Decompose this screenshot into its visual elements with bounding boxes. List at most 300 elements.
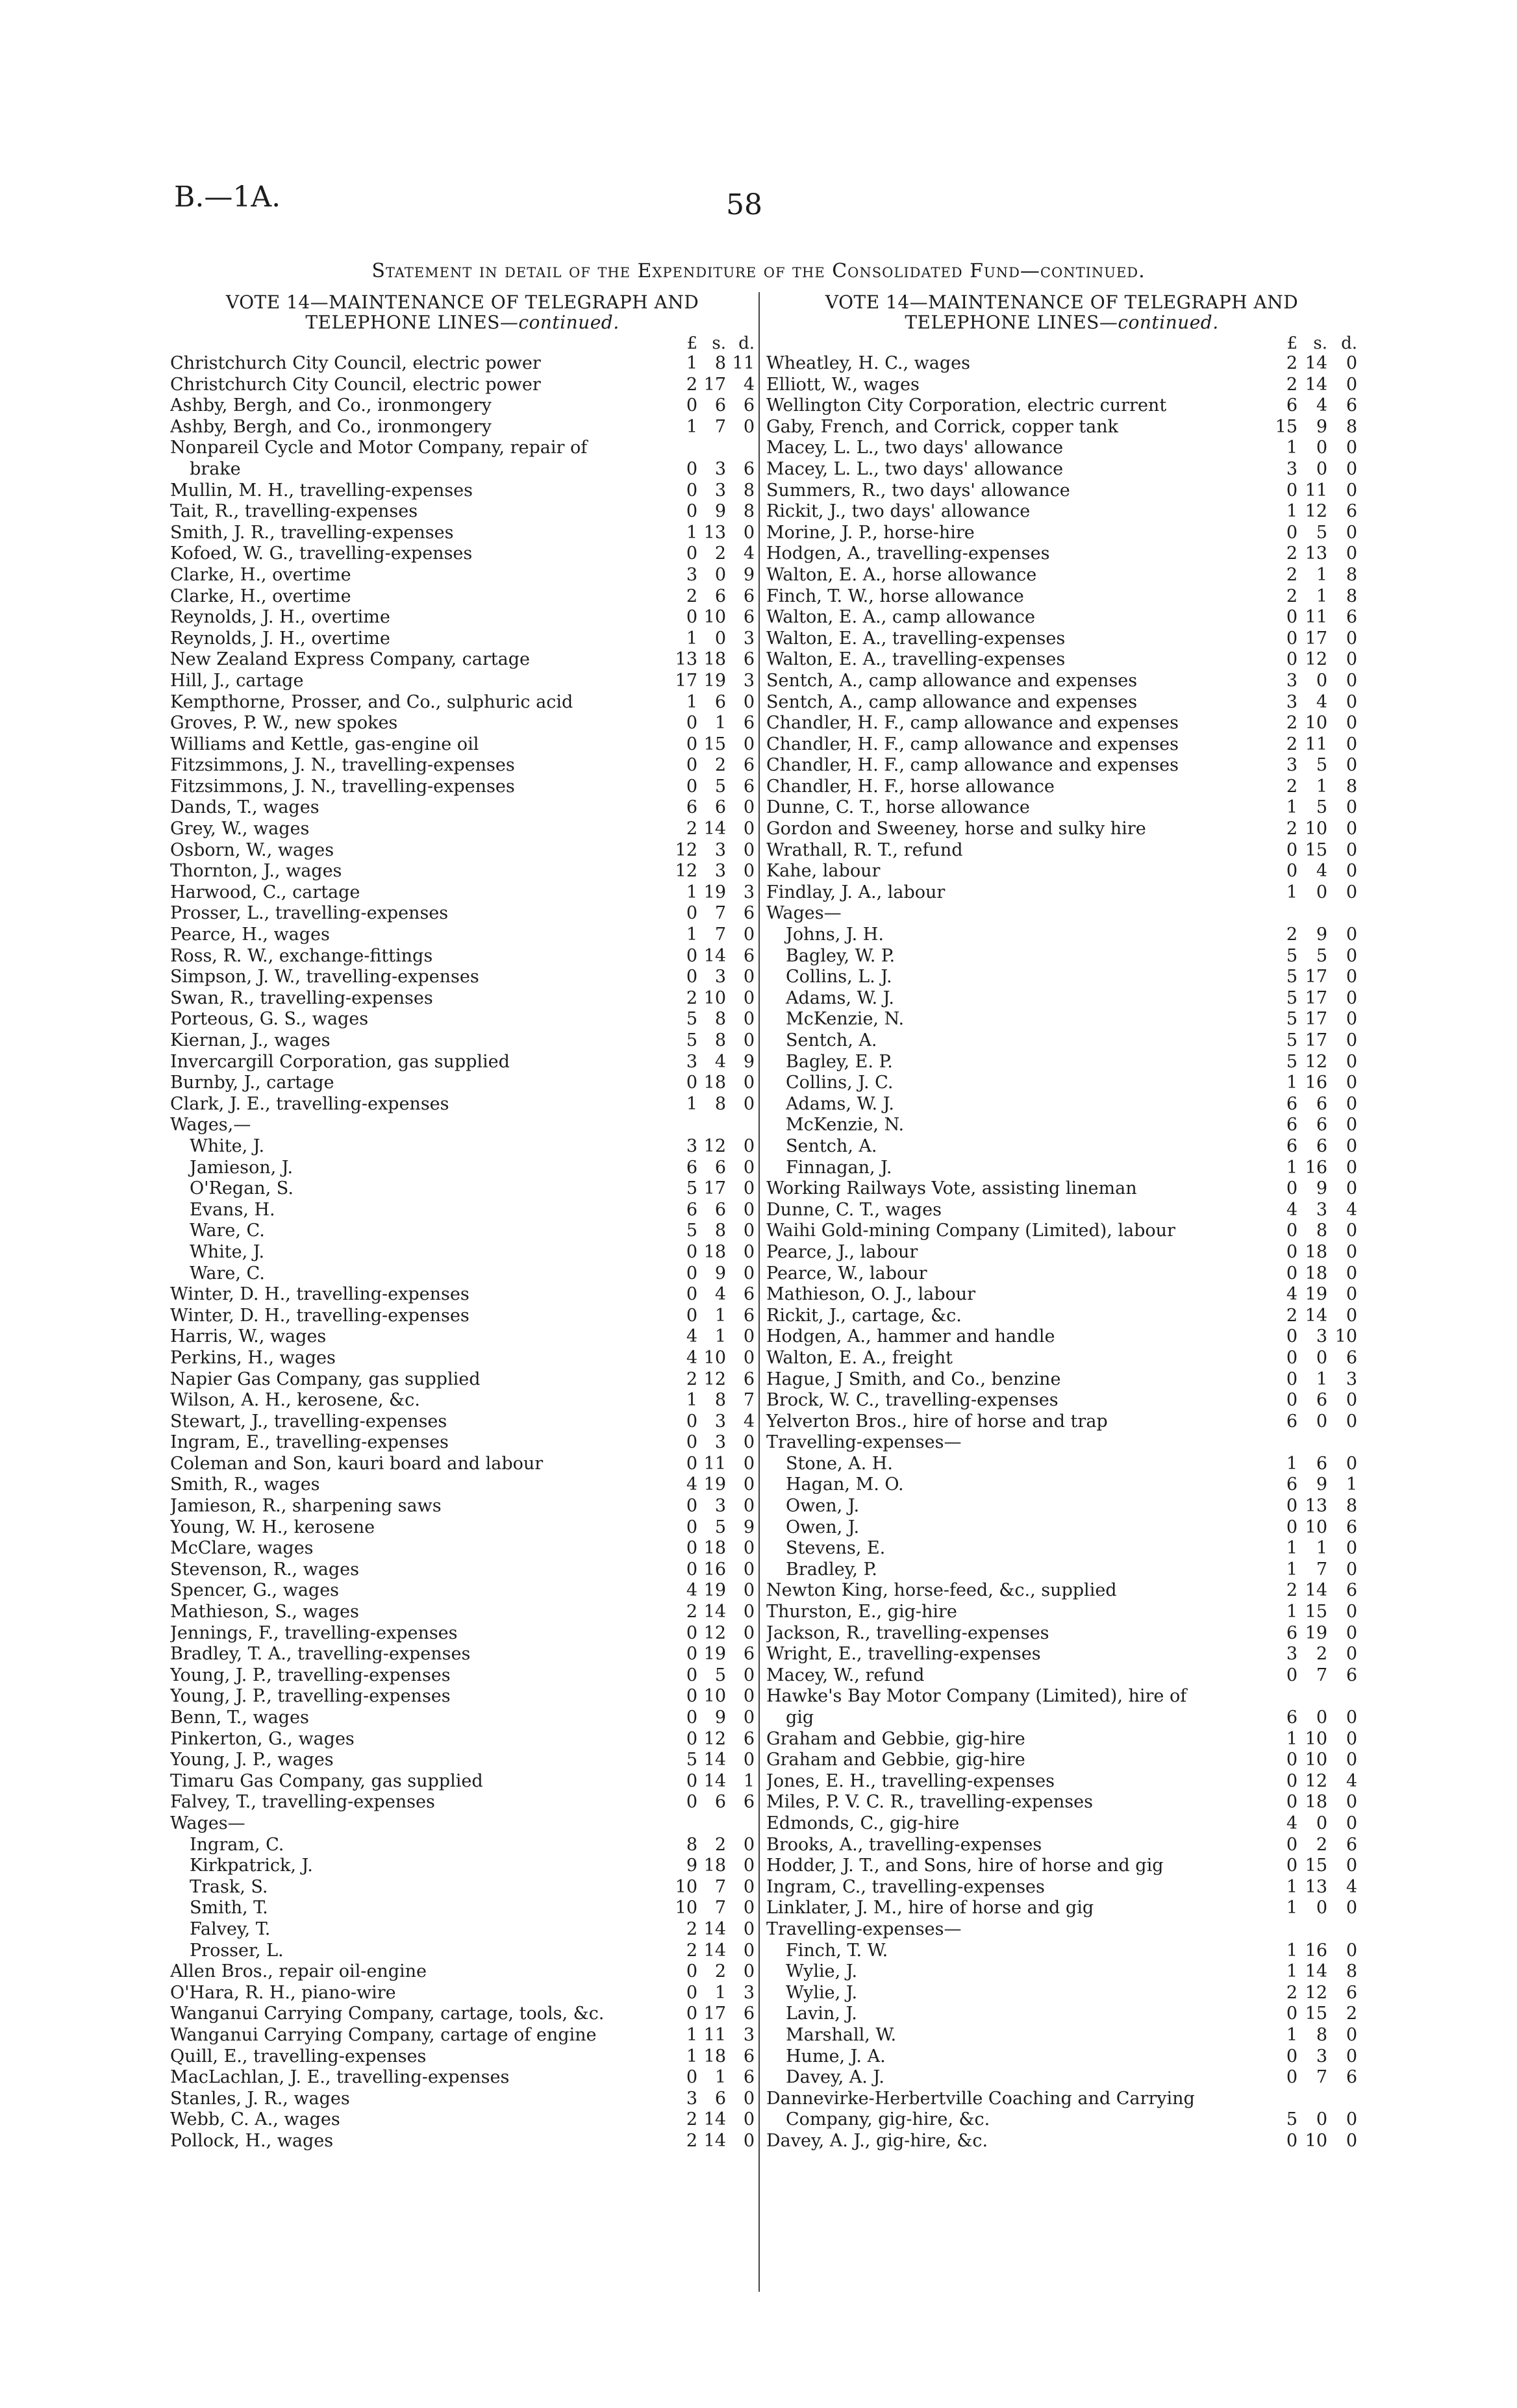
amount-pounds: 6 [686, 797, 697, 818]
amount [669, 1496, 755, 1517]
amount-pence: 6 [743, 1644, 755, 1665]
amount [1261, 2067, 1357, 2089]
amount-pence: 0 [1346, 1305, 1357, 1326]
amount-pence: 0 [1346, 1284, 1357, 1305]
amount-pence: 9 [743, 1051, 755, 1072]
payee-description: Bradley, P. [786, 1559, 877, 1580]
payee-description: Dannevirke-Herbertville Coaching and Carrying [766, 2088, 1195, 2109]
amount-shillings: 3 [714, 1496, 726, 1517]
payee-description: Dands, T., wages [170, 797, 320, 818]
expenditure-row [766, 988, 1357, 1010]
payee-description: Waihi Gold-mining Company (Limited), labour [766, 1221, 1175, 1241]
amount [1261, 586, 1357, 608]
expenditure-row [170, 2004, 755, 2025]
amount [669, 2025, 755, 2046]
amount [1261, 1961, 1357, 1983]
expenditure-row [170, 2131, 755, 2152]
amount-pounds: 0 [686, 607, 697, 628]
amount-shillings: 12 [1305, 1051, 1327, 1072]
amount [669, 713, 755, 734]
amount [1261, 1792, 1357, 1813]
payee-description: Williams and Kettle, gas-engine oil [170, 734, 479, 754]
amount-pounds: 2 [686, 1918, 697, 1939]
payee-description: Ross, R. W., exchange-fittings [170, 945, 433, 966]
expenditure-row [766, 395, 1357, 417]
payee-description: Graham and Gebbie, gig-hire [766, 1728, 1025, 1749]
amount-pounds: 2 [686, 987, 697, 1008]
amount [1261, 1263, 1357, 1285]
payee-description: Rickit, J., two days' allowance [766, 501, 1031, 522]
expenditure-row [170, 2089, 755, 2110]
amount-pence: 6 [743, 1305, 755, 1326]
payee-description: Wanganui Carrying Company, cartage of engine [170, 2024, 597, 2045]
amount-pence: 0 [1346, 839, 1357, 860]
amount [669, 1729, 755, 1750]
expenditure-row [766, 1284, 1357, 1306]
payee-description: Yelverton Bros., hire of horse and trap [766, 1411, 1108, 1432]
expenditure-row [766, 1961, 1357, 1983]
amount-pounds: 0 [1286, 861, 1298, 882]
amount-shillings: 5 [714, 1665, 726, 1685]
amount-shillings: 14 [1305, 1580, 1327, 1601]
amount-pounds: 0 [1286, 607, 1298, 628]
amount [669, 649, 755, 671]
amount-pounds: 2 [1286, 353, 1298, 373]
amount-pence: 0 [743, 1707, 755, 1728]
amount-pence: 3 [743, 2024, 755, 2045]
amount-shillings: 18 [703, 1241, 726, 1262]
amount-pounds: 1 [1286, 1898, 1298, 1918]
amount [1261, 1454, 1357, 1475]
payee-description: Wanganui Carrying Company, cartage, tools, &c. [170, 2004, 605, 2024]
expenditure-row [170, 1306, 755, 1327]
amount-pence: 0 [1346, 1813, 1357, 1833]
amount-pounds: 4 [686, 1347, 697, 1368]
amount-pence: 6 [743, 2046, 755, 2067]
amount-pounds: 6 [1286, 1411, 1298, 1432]
amount-shillings: 16 [703, 1559, 726, 1580]
amount-pence: 0 [743, 1199, 755, 1220]
amount-shillings: 13 [1305, 543, 1327, 564]
amount-pence: 0 [1346, 1263, 1357, 1284]
amount-pounds: 2 [686, 2130, 697, 2151]
amount-shillings: 7 [714, 903, 726, 924]
amount [1261, 1835, 1357, 1856]
amount [1261, 628, 1357, 650]
expenditure-row [170, 1178, 755, 1200]
amount-shillings: 18 [1305, 1263, 1327, 1284]
payee-description: White, J. [190, 1241, 265, 1262]
amount-pence: 0 [1346, 649, 1357, 670]
payee-description: Findlay, J. A., labour [766, 882, 946, 902]
expenditure-row [170, 692, 755, 714]
payee-description: Wages— [766, 903, 842, 924]
expenditure-row [766, 628, 1357, 650]
amount-pounds: 0 [1286, 2004, 1298, 2024]
expenditure-row [170, 1750, 755, 1771]
payee-description: Osborn, W., wages [170, 839, 334, 860]
payee-description: Mathieson, O. J., labour [766, 1284, 976, 1305]
amount-pence: 0 [1346, 882, 1357, 902]
amount [1261, 1538, 1357, 1559]
amount-pounds: 3 [1286, 670, 1298, 691]
amount [669, 417, 755, 438]
expenditure-row [170, 1559, 755, 1581]
amount-shillings: 2 [714, 1961, 726, 1982]
payee-description: Chandler, H. F., horse allowance [766, 776, 1055, 797]
amount-pounds: 1 [686, 925, 697, 945]
amount-shillings: 12 [1305, 1770, 1327, 1791]
amount-shillings: 10 [1305, 2130, 1327, 2151]
amount-shillings: 10 [1305, 1517, 1327, 1537]
amount-pounds: 0 [686, 1707, 697, 1728]
amount [669, 1559, 755, 1581]
amount-pounds: 0 [686, 713, 697, 734]
vote-heading-line1: VOTE 14—MAINTENANCE OF TELEGRAPH AND [225, 292, 699, 313]
payee-description: Wrathall, R. T., refund [766, 839, 963, 860]
amount-pounds: 1 [686, 1093, 697, 1114]
amount-pence: 6 [743, 1728, 755, 1749]
amount-shillings: 12 [1305, 501, 1327, 522]
amount [1261, 2046, 1357, 2068]
amount-pence: 6 [743, 1284, 755, 1305]
expenditure-row [170, 1030, 755, 1052]
amount [1261, 1644, 1357, 1665]
amount [669, 628, 755, 650]
amount-pence: 6 [1346, 1665, 1357, 1685]
amount [1261, 946, 1357, 967]
vote-heading [766, 292, 1357, 332]
amount-shillings: 6 [1316, 1115, 1327, 1136]
amount-pounds: 2 [1286, 374, 1298, 395]
amount [669, 755, 755, 776]
amount-pence: 8 [1346, 1961, 1357, 1982]
payee-description: Marshall, W. [786, 2024, 897, 2045]
expenditure-row [170, 1580, 755, 1602]
amount-pence: 0 [1346, 734, 1357, 754]
payee-description: Brock, W. C., travelling-expenses [766, 1390, 1059, 1411]
payee-description: Walton, E. A., camp allowance [766, 607, 1035, 628]
amount-pounds: 0 [686, 945, 697, 966]
amount-shillings: 17 [703, 1178, 726, 1199]
expenditure-row [766, 2025, 1357, 2046]
amount-pounds: 5 [1286, 1009, 1298, 1030]
amount [669, 1665, 755, 1687]
amount-pence: 6 [1346, 607, 1357, 628]
payee-description: Linklater, J. M., hire of horse and gig [766, 1898, 1094, 1918]
amount-shillings: 9 [714, 1707, 726, 1728]
amount-shillings: 1 [1316, 1369, 1327, 1389]
amount-pounds: 4 [1286, 1284, 1298, 1305]
amount-shillings: 17 [1305, 1030, 1327, 1050]
payee-description: Simpson, J. W., travelling-expenses [170, 967, 479, 987]
payee-description: Stanles, J. R., wages [170, 2088, 350, 2109]
expenditure-row [170, 713, 755, 734]
expenditure-row [170, 1158, 755, 1179]
expenditure-row [170, 1454, 755, 1475]
expenditure-row [170, 1602, 755, 1623]
amount [669, 1306, 755, 1327]
expenditure-row [766, 1644, 1357, 1665]
expenditure-row [170, 988, 755, 1010]
amount [669, 1771, 755, 1793]
amount-pounds: 1 [1286, 1453, 1298, 1474]
amount-pounds: 1 [1286, 1961, 1298, 1982]
amount-pence: 0 [1346, 438, 1357, 458]
amount-shillings: 17 [1305, 987, 1327, 1008]
amount-pounds: 3 [1286, 755, 1298, 776]
amount-pence: 0 [743, 1432, 755, 1453]
amount-pounds: 0 [686, 1686, 697, 1707]
expenditure-row [170, 1919, 755, 1941]
payee-description: Stevenson, R., wages [170, 1559, 360, 1580]
amount-pence: 11 [732, 353, 755, 373]
amount-shillings: 18 [703, 1856, 726, 1876]
expenditure-row [170, 1792, 755, 1813]
payee-description: McKenzie, N. [786, 1115, 905, 1136]
amount-pence: 0 [1346, 2109, 1357, 2130]
payee-description: Wages— [170, 1813, 245, 1833]
expenditure-row [170, 1898, 755, 1919]
payee-description: Hawke's Bay Motor Company (Limited), hire of [766, 1686, 1187, 1707]
amount [669, 2131, 755, 2152]
expenditure-row [170, 1263, 755, 1285]
amount-pounds: 2 [1286, 734, 1298, 754]
expenditure-row [766, 967, 1357, 988]
amount-pounds: 0 [686, 1665, 697, 1685]
payee-description: brake [190, 458, 241, 479]
amount [1261, 861, 1357, 882]
amount-pounds: 0 [1286, 1750, 1298, 1770]
amount [1261, 1750, 1357, 1771]
amount [669, 776, 755, 798]
payee-description: Thurston, E., gig-hire [766, 1602, 957, 1622]
amount-pounds: 0 [1286, 1770, 1298, 1791]
amount-pence: 0 [1346, 1411, 1357, 1432]
amount-pounds: 6 [1286, 1093, 1298, 1114]
amount-pence: 0 [743, 1750, 755, 1770]
amount-pence: 1 [1346, 1474, 1357, 1495]
amount-pence: 0 [1346, 925, 1357, 945]
amount-shillings: 1 [714, 713, 726, 734]
amount [669, 1390, 755, 1411]
payee-description: Mathieson, S., wages [170, 1602, 359, 1622]
payee-description: Pearce, W., labour [766, 1263, 927, 1284]
amount-shillings: 10 [1305, 819, 1327, 839]
amount [1261, 1284, 1357, 1306]
amount-pounds: 10 [675, 1898, 697, 1918]
amount-pence: 0 [1346, 1559, 1357, 1580]
amount-pence: 0 [743, 1559, 755, 1580]
amount-shillings: 0 [1316, 438, 1327, 458]
expenditure-row [766, 2109, 1357, 2131]
amount-shillings: 14 [703, 945, 726, 966]
payee-description: Bradley, T. A., travelling-expenses [170, 1644, 471, 1665]
amount-pounds: 2 [686, 1369, 697, 1389]
amount-shillings: 16 [1305, 1073, 1327, 1093]
amount-shillings: 8 [1316, 2024, 1327, 2045]
amount-shillings: 3 [714, 861, 726, 882]
amount-shillings: 1 [1316, 586, 1327, 606]
amount-shillings: 9 [714, 1263, 726, 1284]
amount [669, 565, 755, 586]
expenditure-row [766, 1729, 1357, 1750]
amount-pence: 0 [1346, 1750, 1357, 1770]
amount-shillings: 14 [703, 2130, 726, 2151]
amount [1261, 776, 1357, 798]
expenditure-row [766, 840, 1357, 862]
expenditure-row [766, 861, 1357, 882]
amount-pounds: 0 [686, 543, 697, 564]
expenditure-row [766, 1052, 1357, 1073]
amount-shillings: 7 [714, 1876, 726, 1897]
amount-pounds: 0 [1286, 2046, 1298, 2067]
expenditure-row [170, 1771, 755, 1793]
payee-description: Finnagan, J. [786, 1157, 892, 1178]
amount-pence: 0 [743, 1580, 755, 1601]
amount-pence: 0 [743, 861, 755, 882]
amount-shillings: 15 [1305, 2004, 1327, 2024]
amount-pounds: 4 [1286, 1199, 1298, 1220]
payee-description: Quill, E., travelling-expenses [170, 2046, 427, 2067]
amount [1261, 1221, 1357, 1242]
payee-description: Tait, R., travelling-expenses [170, 501, 418, 522]
payee-description: Jamieson, R., sharpening saws [170, 1496, 442, 1517]
expenditure-row [766, 1390, 1357, 1411]
amount [669, 840, 755, 862]
expenditure-row [766, 417, 1357, 438]
expenditure-row [766, 438, 1357, 459]
expenditure-row [766, 1030, 1357, 1052]
amount-pence: 8 [743, 501, 755, 522]
amount-shillings: 7 [714, 416, 726, 437]
amount-shillings: 8 [714, 1009, 726, 1030]
expenditure-row [170, 586, 755, 608]
expenditure-row [766, 2004, 1357, 2025]
expenditure-row [170, 1813, 755, 1835]
amount-pounds: 0 [686, 395, 697, 416]
amount-pence: 0 [743, 522, 755, 543]
expenditure-row [170, 417, 755, 438]
payee-description: Jennings, F., travelling-expenses [170, 1622, 458, 1643]
amount-pence: 8 [1346, 1496, 1357, 1517]
amount-pence: 0 [1346, 861, 1357, 882]
payee-description: gig [786, 1707, 814, 1728]
amount-shillings: 16 [1305, 1940, 1327, 1961]
amount [669, 1242, 755, 1263]
amount [1261, 2131, 1357, 2152]
amount-pence: 0 [1346, 458, 1357, 479]
amount-shillings: 18 [1305, 1792, 1327, 1813]
payee-description: Benn, T., wages [170, 1707, 309, 1728]
expenditure-row [766, 353, 1357, 375]
expenditure-row [170, 1961, 755, 1983]
expenditure-row [170, 523, 755, 544]
amount-shillings: 15 [1305, 1602, 1327, 1622]
amount-pence: 0 [1346, 2046, 1357, 2067]
amount-pence: 0 [743, 1622, 755, 1643]
amount-pence: 0 [1346, 1009, 1357, 1030]
amount-pence: 0 [743, 1940, 755, 1961]
payee-description: Owen, J. [786, 1517, 860, 1537]
amount-pence: 6 [743, 458, 755, 479]
amount-pence: 0 [743, 1898, 755, 1918]
amount-shillings: 5 [714, 776, 726, 797]
payee-description: Dunne, C. T., wages [766, 1199, 942, 1220]
amount-shillings: 10 [703, 987, 726, 1008]
amount-pounds: 17 [675, 670, 697, 691]
amount-shillings: 3 [714, 1411, 726, 1432]
payee-description: Travelling-expenses— [766, 1432, 962, 1453]
amount [669, 501, 755, 523]
expenditure-row [170, 1115, 755, 1136]
amount-shillings: 17 [703, 2004, 726, 2024]
payee-description: Bagley, E. P. [786, 1051, 893, 1072]
payee-description: Ware, C. [190, 1263, 265, 1284]
amount-pence: 0 [1346, 1940, 1357, 1961]
amount-pounds: 0 [1286, 1496, 1298, 1517]
amount-pence: 3 [743, 882, 755, 902]
right-column [766, 292, 1357, 2152]
amount-shillings: 6 [1316, 1453, 1327, 1474]
amount [669, 692, 755, 714]
expenditure-row [170, 1517, 755, 1539]
amount [1261, 1073, 1357, 1094]
payee-description: Macey, L. L., two days' allowance [766, 458, 1064, 479]
payee-description: Young, W. H., kerosene [170, 1517, 375, 1537]
amount [1261, 1369, 1357, 1391]
payee-description: Kiernan, J., wages [170, 1030, 331, 1050]
amount-shillings: 15 [1305, 839, 1327, 860]
amount-pounds: 5 [686, 1221, 697, 1241]
amount-pounds: 0 [1286, 649, 1298, 670]
payee-description: Pearce, J., labour [766, 1241, 918, 1262]
expenditure-row [766, 797, 1357, 819]
payee-description: Macey, L. L., two days' allowance [766, 438, 1064, 458]
amount-shillings: 8 [714, 1221, 726, 1241]
payee-description: Rickit, J., cartage, &c. [766, 1305, 962, 1326]
amount-pounds: 12 [675, 839, 697, 860]
amount-pounds: 0 [1286, 628, 1298, 649]
page-number: 58 [726, 188, 762, 221]
expenditure-row [170, 1729, 755, 1750]
expenditure-row [170, 565, 755, 586]
amount-shillings: 4 [1316, 395, 1327, 416]
amount-pounds: 4 [686, 1580, 697, 1601]
amount [1261, 543, 1357, 565]
payee-description: Harris, W., wages [170, 1326, 327, 1347]
payee-description: Swan, R., travelling-expenses [170, 987, 433, 1008]
amount-pounds: 2 [1286, 1982, 1298, 2003]
amount-pounds: 3 [1286, 691, 1298, 712]
amount-pence: 0 [1346, 628, 1357, 649]
payee-description: Gaby, French, and Corrick, copper tank [766, 416, 1118, 437]
expenditure-row [766, 692, 1357, 714]
amount-pence: 0 [1346, 1602, 1357, 1622]
payee-description: Hume, J. A. [786, 2046, 886, 2067]
expenditure-row [766, 1538, 1357, 1559]
amount-pence: 4 [743, 1411, 755, 1432]
amount-pence: 0 [1346, 1051, 1357, 1072]
amount-shillings: 17 [1305, 1009, 1327, 1030]
amount-shillings: 12 [1305, 649, 1327, 670]
amount-pence: 8 [1346, 586, 1357, 606]
payee-description: Groves, P. W., new spokes [170, 713, 398, 734]
amount-pence: 0 [743, 839, 755, 860]
amount-shillings: 5 [1316, 797, 1327, 818]
amount-pounds: 1 [1286, 1940, 1298, 1961]
amount [1261, 1242, 1357, 1263]
